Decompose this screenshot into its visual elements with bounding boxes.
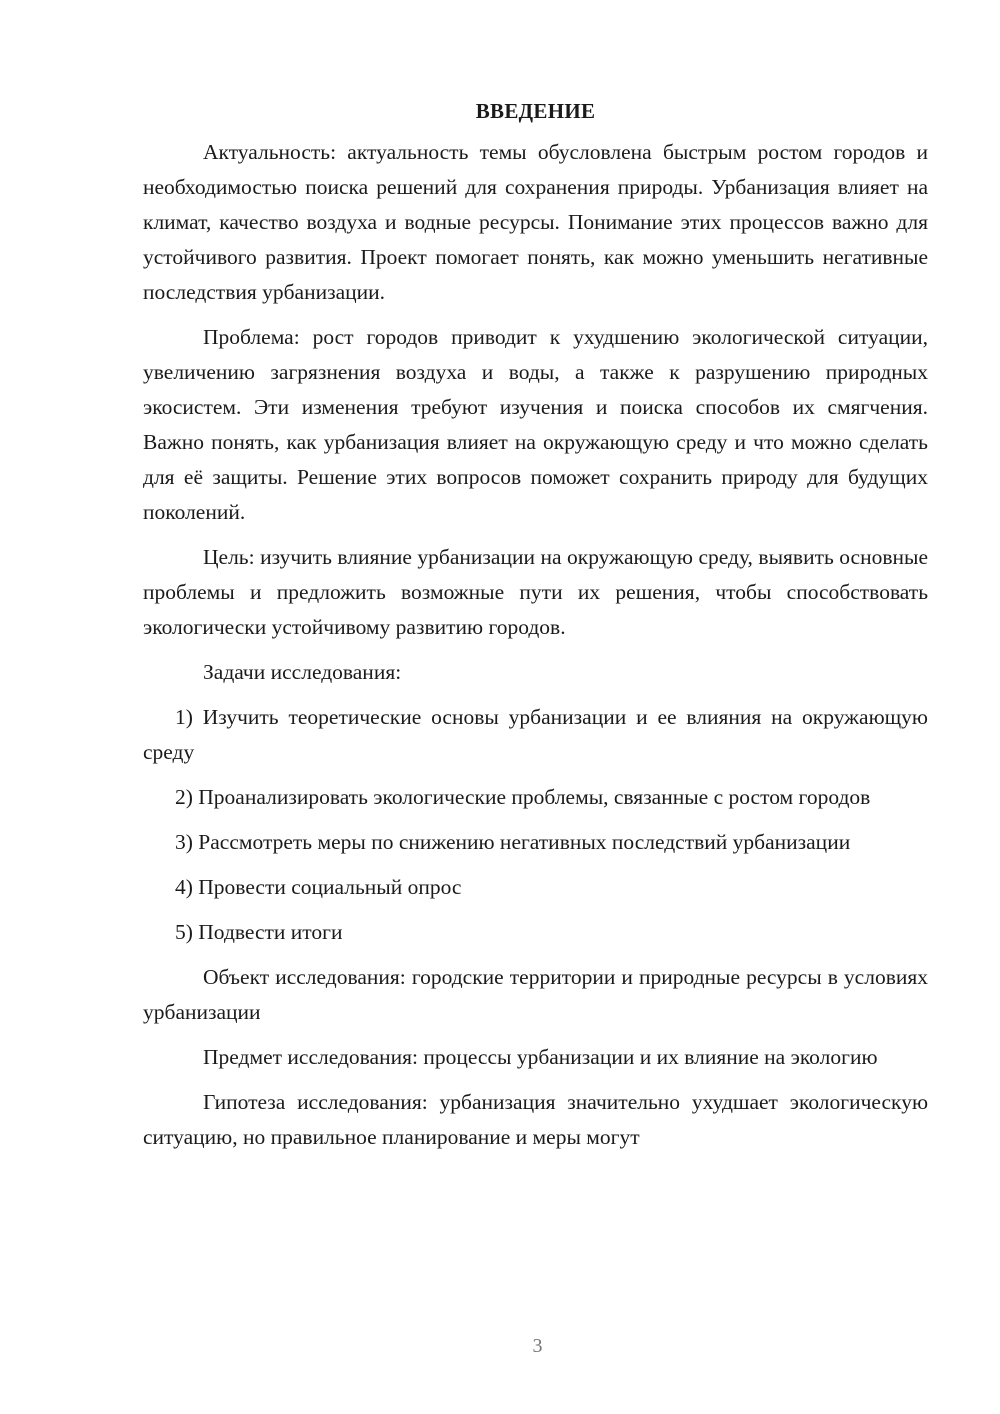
problem-paragraph: Проблема: рост городов приводит к ухудшению экологической ситуации, увеличению загрязнения воздуха и воды, а также к разрушению природных экосистем. Эти изменения требуют изучения и поиска способов их смягчения. Важно понять, как урбанизация влияет на окружающую среду и что можно сделать для её защиты. Решение этих вопросов поможет сохранить природу для будущих поколений. (143, 325, 928, 524)
task-item: 1) Изучить теоретические основы урбанизации и ее влияния на окружающую среду (143, 705, 928, 764)
goal-paragraph: Цель: изучить влияние урбанизации на окружающую среду, выявить основные проблемы и предложить возможные пути их решения, чтобы способствовать экологически устойчивому развитию городов. (143, 545, 928, 639)
subject-paragraph: Предмет исследования: процессы урбанизации и их влияние на экологию (203, 1045, 878, 1069)
tasks-title: Задачи исследования: (203, 660, 402, 684)
hypothesis-paragraph: Гипотеза исследования: урбанизация значительно ухудшает экологическую ситуацию, но правильное планирование и меры могут (143, 1090, 928, 1149)
task-item: 3) Рассмотреть меры по снижению негативных последствий урбанизации (175, 830, 851, 854)
page-content (143, 97, 928, 1165)
relevance-paragraph: Актуальность: актуальность темы обусловлена быстрым ростом городов и необходимостью поиска решений для сохранения природы. Урбанизация влияет на климат, качество воздуха и водные ресурсы. Понимание этих процессов важно для устойчивого развития. Проект помогает понять, как можно уменьшить негативные последствия урбанизации. (143, 140, 928, 304)
task-item: 5) Подвести итоги (175, 920, 343, 944)
page-number: 3 (532, 1335, 543, 1357)
task-item: 4) Провести социальный опрос (175, 875, 462, 899)
object-paragraph: Объект исследования: городские территории и природные ресурсы в условиях урбанизации (143, 965, 928, 1024)
section-heading: ВВЕДЕНИЕ (475, 99, 596, 123)
task-item: 2) Проанализировать экологические проблемы, связанные с ростом городов (175, 785, 871, 809)
